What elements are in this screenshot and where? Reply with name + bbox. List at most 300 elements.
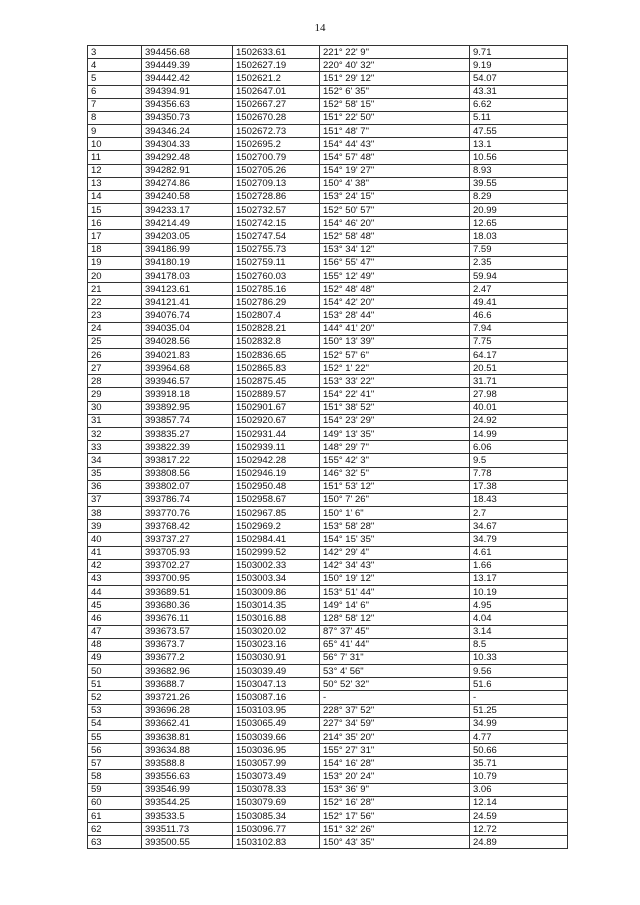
bearing-cell: 152° 17' 56": [320, 809, 470, 822]
y-coordinate-cell: 1502695.2: [233, 138, 320, 151]
table-row: [88, 151, 568, 164]
x-coordinate-cell: 394394.91: [142, 85, 233, 98]
x-coordinate-cell: 393822.39: [142, 441, 233, 454]
point-number-cell: 40: [88, 533, 142, 546]
table-row: [88, 796, 568, 809]
y-coordinate-cell: 1502705.26: [233, 164, 320, 177]
y-coordinate-cell: 1502627.19: [233, 59, 320, 72]
table-row: [88, 836, 568, 849]
distance-cell: 39.55: [470, 177, 568, 190]
y-coordinate-cell: 1503020.02: [233, 625, 320, 638]
distance-cell: 24.59: [470, 809, 568, 822]
y-coordinate-cell: 1502889.57: [233, 388, 320, 401]
table-row: [88, 744, 568, 757]
point-number-cell: 63: [88, 836, 142, 849]
distance-cell: 7.78: [470, 467, 568, 480]
bearing-cell: 152° 16' 28": [320, 796, 470, 809]
x-coordinate-cell: 394274.86: [142, 177, 233, 190]
x-coordinate-cell: 393546.99: [142, 783, 233, 796]
x-coordinate-cell: 394346.24: [142, 125, 233, 138]
x-coordinate-cell: 393696.28: [142, 704, 233, 717]
x-coordinate-cell: 393511.73: [142, 823, 233, 836]
y-coordinate-cell: 1502832.8: [233, 335, 320, 348]
point-number-cell: 25: [88, 335, 142, 348]
point-number-cell: 19: [88, 256, 142, 269]
distance-cell: 13.1: [470, 138, 568, 151]
x-coordinate-cell: 393786.74: [142, 493, 233, 506]
table-row: [88, 651, 568, 664]
distance-cell: 4.77: [470, 730, 568, 743]
bearing-cell: 154° 15' 35": [320, 533, 470, 546]
bearing-cell: 152° 50' 57": [320, 204, 470, 217]
distance-cell: 2.7: [470, 507, 568, 520]
point-number-cell: 42: [88, 559, 142, 572]
point-number-cell: 7: [88, 98, 142, 111]
point-number-cell: 52: [88, 691, 142, 704]
table-row: [88, 401, 568, 414]
bearing-cell: 149° 14' 6": [320, 599, 470, 612]
point-number-cell: 51: [88, 678, 142, 691]
distance-cell: 6.62: [470, 98, 568, 111]
x-coordinate-cell: 394028.56: [142, 335, 233, 348]
x-coordinate-cell: 394456.68: [142, 46, 233, 59]
y-coordinate-cell: 1503078.33: [233, 783, 320, 796]
x-coordinate-cell: 393817.22: [142, 454, 233, 467]
y-coordinate-cell: 1502755.73: [233, 243, 320, 256]
y-coordinate-cell: 1503079.69: [233, 796, 320, 809]
bearing-cell: 154° 46' 20": [320, 217, 470, 230]
y-coordinate-cell: 1502828.21: [233, 322, 320, 335]
x-coordinate-cell: 394292.48: [142, 151, 233, 164]
table-row: [88, 586, 568, 599]
distance-cell: 12.65: [470, 217, 568, 230]
bearing-cell: 153° 51' 44": [320, 586, 470, 599]
bearing-cell: 150° 7' 26": [320, 493, 470, 506]
bearing-cell: 152° 58' 15": [320, 98, 470, 111]
table-row: [88, 243, 568, 256]
y-coordinate-cell: 1503014.35: [233, 599, 320, 612]
y-coordinate-cell: 1502969.2: [233, 520, 320, 533]
distance-cell: 24.92: [470, 414, 568, 427]
y-coordinate-cell: 1502759.11: [233, 256, 320, 269]
distance-cell: 12.72: [470, 823, 568, 836]
distance-cell: 20.99: [470, 204, 568, 217]
bearing-cell: 150° 19' 12": [320, 572, 470, 585]
distance-cell: 9.56: [470, 665, 568, 678]
point-number-cell: 12: [88, 164, 142, 177]
x-coordinate-cell: 393680.36: [142, 599, 233, 612]
x-coordinate-cell: 393673.57: [142, 625, 233, 638]
bearing-cell: 151° 32' 26": [320, 823, 470, 836]
point-number-cell: 54: [88, 717, 142, 730]
bearing-cell: 152° 1' 22": [320, 362, 470, 375]
page-number: 14: [314, 22, 326, 34]
bearing-cell: 154° 23' 29": [320, 414, 470, 427]
y-coordinate-cell: 1502786.29: [233, 296, 320, 309]
y-coordinate-cell: 1502984.41: [233, 533, 320, 546]
y-coordinate-cell: 1503030.91: [233, 651, 320, 664]
coordinates-table-body: [88, 46, 568, 849]
point-number-cell: 17: [88, 230, 142, 243]
table-row: [88, 533, 568, 546]
point-number-cell: 29: [88, 388, 142, 401]
bearing-cell: 151° 22' 50": [320, 111, 470, 124]
bearing-cell: 155° 27' 31": [320, 744, 470, 757]
point-number-cell: 22: [88, 296, 142, 309]
point-number-cell: 61: [88, 809, 142, 822]
bearing-cell: 154° 16' 28": [320, 757, 470, 770]
distance-cell: 34.99: [470, 717, 568, 730]
x-coordinate-cell: 394186.99: [142, 243, 233, 256]
point-number-cell: 8: [88, 111, 142, 124]
x-coordinate-cell: 394449.39: [142, 59, 233, 72]
y-coordinate-cell: 1502732.57: [233, 204, 320, 217]
x-coordinate-cell: 394240.58: [142, 190, 233, 203]
bearing-cell: 150° 1' 6": [320, 507, 470, 520]
bearing-cell: 65° 41' 44": [320, 638, 470, 651]
bearing-cell: 150° 4' 38": [320, 177, 470, 190]
y-coordinate-cell: 1502875.45: [233, 375, 320, 388]
table-row: [88, 665, 568, 678]
x-coordinate-cell: 394035.04: [142, 322, 233, 335]
point-number-cell: 14: [88, 190, 142, 203]
table-row: [88, 46, 568, 59]
y-coordinate-cell: 1502667.27: [233, 98, 320, 111]
distance-cell: 47.55: [470, 125, 568, 138]
bearing-cell: 154° 22' 41": [320, 388, 470, 401]
y-coordinate-cell: 1503023.16: [233, 638, 320, 651]
table-row: [88, 230, 568, 243]
x-coordinate-cell: 394121.41: [142, 296, 233, 309]
point-number-cell: 41: [88, 546, 142, 559]
distance-cell: 27.98: [470, 388, 568, 401]
distance-cell: 49.41: [470, 296, 568, 309]
distance-cell: 9.5: [470, 454, 568, 467]
bearing-cell: 153° 20' 24": [320, 770, 470, 783]
y-coordinate-cell: 1502633.61: [233, 46, 320, 59]
point-number-cell: 36: [88, 480, 142, 493]
y-coordinate-cell: 1502865.83: [233, 362, 320, 375]
bearing-cell: 149° 13' 35": [320, 427, 470, 440]
x-coordinate-cell: 393705.93: [142, 546, 233, 559]
x-coordinate-cell: 393700.95: [142, 572, 233, 585]
table-row: [88, 783, 568, 796]
distance-cell: 8.5: [470, 638, 568, 651]
table-row: [88, 480, 568, 493]
table-row: [88, 296, 568, 309]
x-coordinate-cell: 394203.05: [142, 230, 233, 243]
table-row: [88, 269, 568, 282]
y-coordinate-cell: 1503073.49: [233, 770, 320, 783]
bearing-cell: 87° 37' 45": [320, 625, 470, 638]
x-coordinate-cell: 394076.74: [142, 309, 233, 322]
distance-cell: 43.31: [470, 85, 568, 98]
table-row: [88, 217, 568, 230]
y-coordinate-cell: 1502672.73: [233, 125, 320, 138]
table-row: [88, 204, 568, 217]
table-row: [88, 335, 568, 348]
y-coordinate-cell: 1503047.13: [233, 678, 320, 691]
distance-cell: 8.29: [470, 190, 568, 203]
bearing-cell: 148° 29' 7": [320, 441, 470, 454]
y-coordinate-cell: 1502807.4: [233, 309, 320, 322]
table-row: [88, 111, 568, 124]
table-row: [88, 520, 568, 533]
distance-cell: 9.19: [470, 59, 568, 72]
y-coordinate-cell: 1502785.16: [233, 283, 320, 296]
point-number-cell: 5: [88, 72, 142, 85]
point-number-cell: 45: [88, 599, 142, 612]
distance-cell: 59.94: [470, 269, 568, 282]
x-coordinate-cell: 394282.91: [142, 164, 233, 177]
y-coordinate-cell: 1503036.95: [233, 744, 320, 757]
y-coordinate-cell: 1503039.49: [233, 665, 320, 678]
bearing-cell: 56° 7' 31": [320, 651, 470, 664]
table-row: [88, 717, 568, 730]
table-row: [88, 441, 568, 454]
table-row: [88, 691, 568, 704]
point-number-cell: 23: [88, 309, 142, 322]
bearing-cell: 142° 34' 43": [320, 559, 470, 572]
y-coordinate-cell: 1502742.15: [233, 217, 320, 230]
distance-cell: 51.6: [470, 678, 568, 691]
table-row: [88, 638, 568, 651]
x-coordinate-cell: 393533.5: [142, 809, 233, 822]
point-number-cell: 37: [88, 493, 142, 506]
y-coordinate-cell: 1503016.88: [233, 612, 320, 625]
x-coordinate-cell: 393946.57: [142, 375, 233, 388]
table-row: [88, 572, 568, 585]
distance-cell: 35.71: [470, 757, 568, 770]
point-number-cell: 57: [88, 757, 142, 770]
x-coordinate-cell: 393768.42: [142, 520, 233, 533]
bearing-cell: 154° 42' 20": [320, 296, 470, 309]
y-coordinate-cell: 1502709.13: [233, 177, 320, 190]
bearing-cell: 154° 19' 27": [320, 164, 470, 177]
bearing-cell: 153° 24' 15": [320, 190, 470, 203]
y-coordinate-cell: 1503065.49: [233, 717, 320, 730]
distance-cell: 24.89: [470, 836, 568, 849]
bearing-cell: 154° 57' 48": [320, 151, 470, 164]
x-coordinate-cell: 393588.8: [142, 757, 233, 770]
table-row: [88, 625, 568, 638]
bearing-cell: 153° 58' 28": [320, 520, 470, 533]
y-coordinate-cell: 1503009.86: [233, 586, 320, 599]
point-number-cell: 28: [88, 375, 142, 388]
table-row: [88, 770, 568, 783]
bearing-cell: 152° 58' 48": [320, 230, 470, 243]
point-number-cell: 10: [88, 138, 142, 151]
bearing-cell: 144° 41' 20": [320, 322, 470, 335]
x-coordinate-cell: 393689.51: [142, 586, 233, 599]
distance-cell: 8.93: [470, 164, 568, 177]
table-row: [88, 467, 568, 480]
distance-cell: 6.06: [470, 441, 568, 454]
bearing-cell: 153° 36' 9": [320, 783, 470, 796]
y-coordinate-cell: 1502939.11: [233, 441, 320, 454]
distance-cell: 20.51: [470, 362, 568, 375]
distance-cell: 7.94: [470, 322, 568, 335]
bearing-cell: 142° 29' 4": [320, 546, 470, 559]
y-coordinate-cell: 1502901.67: [233, 401, 320, 414]
table-row: [88, 125, 568, 138]
distance-cell: 34.79: [470, 533, 568, 546]
distance-cell: 4.04: [470, 612, 568, 625]
distance-cell: 14.99: [470, 427, 568, 440]
point-number-cell: 9: [88, 125, 142, 138]
y-coordinate-cell: 1502670.28: [233, 111, 320, 124]
y-coordinate-cell: 1502836.65: [233, 348, 320, 361]
point-number-cell: 35: [88, 467, 142, 480]
bearing-cell: 153° 28' 44": [320, 309, 470, 322]
distance-cell: 7.59: [470, 243, 568, 256]
distance-cell: 2.35: [470, 256, 568, 269]
point-number-cell: 62: [88, 823, 142, 836]
point-number-cell: 11: [88, 151, 142, 164]
y-coordinate-cell: 1503085.34: [233, 809, 320, 822]
bearing-cell: 153° 34' 12": [320, 243, 470, 256]
bearing-cell: 50° 52' 32": [320, 678, 470, 691]
x-coordinate-cell: 394304.33: [142, 138, 233, 151]
bearing-cell: 220° 40' 32": [320, 59, 470, 72]
bearing-cell: 154° 44' 43": [320, 138, 470, 151]
point-number-cell: 6: [88, 85, 142, 98]
bearing-cell: 53° 4' 56": [320, 665, 470, 678]
x-coordinate-cell: 393802.07: [142, 480, 233, 493]
y-coordinate-cell: 1502946.19: [233, 467, 320, 480]
y-coordinate-cell: 1503103.95: [233, 704, 320, 717]
x-coordinate-cell: 393662.41: [142, 717, 233, 730]
y-coordinate-cell: 1502920.67: [233, 414, 320, 427]
distance-cell: 4.61: [470, 546, 568, 559]
y-coordinate-cell: 1503102.83: [233, 836, 320, 849]
x-coordinate-cell: 394214.49: [142, 217, 233, 230]
coordinates-table: [87, 45, 568, 849]
point-number-cell: 18: [88, 243, 142, 256]
x-coordinate-cell: 394442.42: [142, 72, 233, 85]
point-number-cell: 46: [88, 612, 142, 625]
point-number-cell: 48: [88, 638, 142, 651]
table-row: [88, 427, 568, 440]
point-number-cell: 15: [88, 204, 142, 217]
bearing-cell: 152° 48' 48": [320, 283, 470, 296]
point-number-cell: 56: [88, 744, 142, 757]
y-coordinate-cell: 1503039.66: [233, 730, 320, 743]
table-row: [88, 138, 568, 151]
table-row: [88, 85, 568, 98]
distance-cell: 10.19: [470, 586, 568, 599]
point-number-cell: 33: [88, 441, 142, 454]
table-row: [88, 599, 568, 612]
x-coordinate-cell: 393721.26: [142, 691, 233, 704]
bearing-cell: 146° 32' 5": [320, 467, 470, 480]
bearing-cell: 151° 48' 7": [320, 125, 470, 138]
distance-cell: 4.95: [470, 599, 568, 612]
distance-cell: 7.75: [470, 335, 568, 348]
bearing-cell: 227° 34' 59": [320, 717, 470, 730]
point-number-cell: 31: [88, 414, 142, 427]
point-number-cell: 21: [88, 283, 142, 296]
x-coordinate-cell: 393808.56: [142, 467, 233, 480]
bearing-cell: 152° 57' 6": [320, 348, 470, 361]
x-coordinate-cell: 393835.27: [142, 427, 233, 440]
table-row: [88, 559, 568, 572]
y-coordinate-cell: 1502747.54: [233, 230, 320, 243]
table-row: [88, 375, 568, 388]
y-coordinate-cell: 1502760.03: [233, 269, 320, 282]
table-row: [88, 309, 568, 322]
point-number-cell: 13: [88, 177, 142, 190]
table-row: [88, 678, 568, 691]
point-number-cell: 3: [88, 46, 142, 59]
point-number-cell: 39: [88, 520, 142, 533]
distance-cell: 18.43: [470, 493, 568, 506]
bearing-cell: 153° 33' 22": [320, 375, 470, 388]
x-coordinate-cell: 393770.76: [142, 507, 233, 520]
bearing-cell: 151° 53' 12": [320, 480, 470, 493]
distance-cell: 18.03: [470, 230, 568, 243]
x-coordinate-cell: 393634.88: [142, 744, 233, 757]
x-coordinate-cell: 393500.55: [142, 836, 233, 849]
table-row: [88, 283, 568, 296]
distance-cell: 46.6: [470, 309, 568, 322]
table-row: [88, 507, 568, 520]
point-number-cell: 38: [88, 507, 142, 520]
distance-cell: 2.47: [470, 283, 568, 296]
x-coordinate-cell: 394021.83: [142, 348, 233, 361]
x-coordinate-cell: 394180.19: [142, 256, 233, 269]
distance-cell: 3.14: [470, 625, 568, 638]
distance-cell: -: [470, 691, 568, 704]
point-number-cell: 49: [88, 651, 142, 664]
table-row: [88, 493, 568, 506]
y-coordinate-cell: 1503057.99: [233, 757, 320, 770]
x-coordinate-cell: 393544.25: [142, 796, 233, 809]
distance-cell: 31.71: [470, 375, 568, 388]
table-row: [88, 164, 568, 177]
bearing-cell: 128° 58' 12": [320, 612, 470, 625]
bearing-cell: 151° 38' 52": [320, 401, 470, 414]
x-coordinate-cell: 393918.18: [142, 388, 233, 401]
bearing-cell: 228° 37' 52": [320, 704, 470, 717]
distance-cell: 10.33: [470, 651, 568, 664]
distance-cell: 40.01: [470, 401, 568, 414]
y-coordinate-cell: 1502931.44: [233, 427, 320, 440]
distance-cell: 50.66: [470, 744, 568, 757]
x-coordinate-cell: 393676.11: [142, 612, 233, 625]
distance-cell: 10.79: [470, 770, 568, 783]
point-number-cell: 60: [88, 796, 142, 809]
distance-cell: 1.66: [470, 559, 568, 572]
x-coordinate-cell: 393556.63: [142, 770, 233, 783]
table-row: [88, 190, 568, 203]
table-row: [88, 414, 568, 427]
bearing-cell: 155° 12' 49": [320, 269, 470, 282]
point-number-cell: 58: [88, 770, 142, 783]
x-coordinate-cell: 394350.73: [142, 111, 233, 124]
point-number-cell: 53: [88, 704, 142, 717]
table-row: [88, 704, 568, 717]
bearing-cell: 150° 43' 35": [320, 836, 470, 849]
x-coordinate-cell: 394178.03: [142, 269, 233, 282]
table-row: [88, 454, 568, 467]
table-row: [88, 348, 568, 361]
x-coordinate-cell: 393688.7: [142, 678, 233, 691]
y-coordinate-cell: 1502967.85: [233, 507, 320, 520]
y-coordinate-cell: 1502942.28: [233, 454, 320, 467]
point-number-cell: 34: [88, 454, 142, 467]
distance-cell: 10.56: [470, 151, 568, 164]
